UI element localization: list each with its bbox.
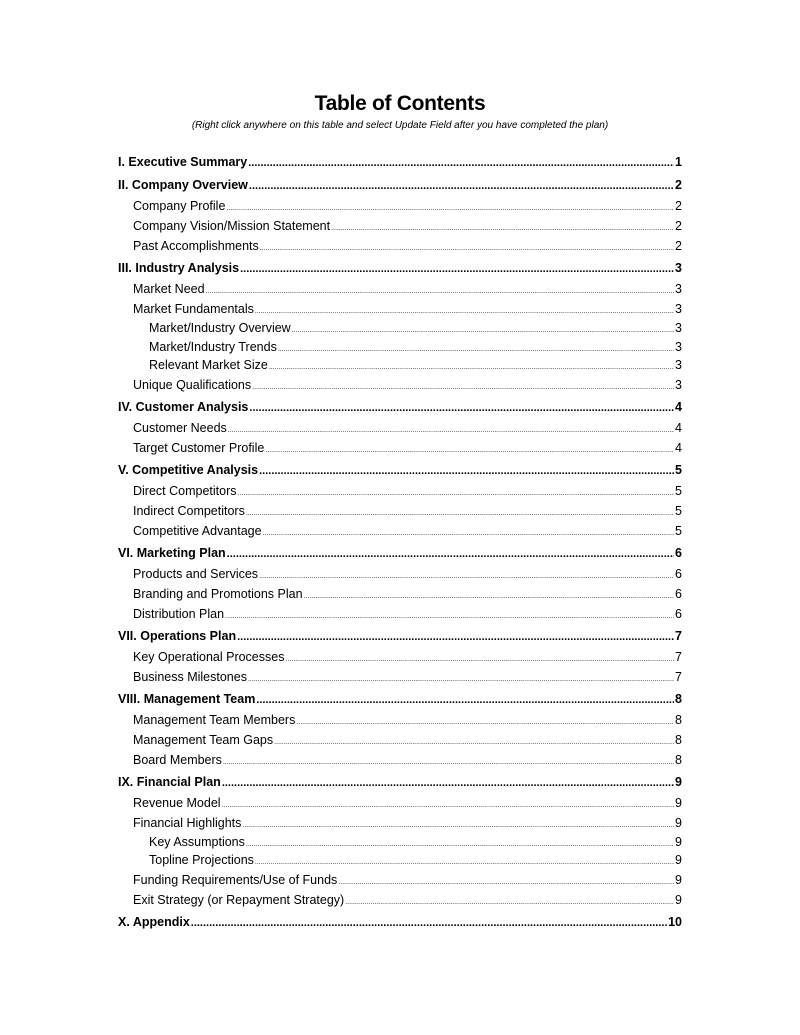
dot-leader [228, 421, 674, 441]
toc-page-number: 2 [675, 219, 682, 233]
toc-subsection-entry[interactable] [118, 851, 682, 870]
dot-leader [246, 504, 674, 524]
toc-subsection-entry[interactable] [118, 813, 682, 833]
toc-section-entry[interactable] [118, 175, 682, 196]
dot-leader [222, 796, 674, 816]
toc-subsection-entry[interactable] [118, 833, 682, 852]
toc-entry-label: Management Team Gaps [133, 732, 274, 747]
toc-entry-label: Indirect Competitors [133, 503, 245, 518]
toc-page-number: 6 [675, 606, 682, 621]
toc-section-entry[interactable] [118, 258, 682, 279]
toc-page-number: 2 [675, 199, 682, 213]
dot-leader [191, 913, 667, 934]
dot-leader [249, 398, 674, 419]
toc-entry-label: IV. Customer Analysis [118, 399, 249, 414]
toc-entry-label: Relevant Market Size [149, 358, 268, 372]
dot-leader [260, 239, 674, 259]
dot-leader [222, 773, 674, 794]
toc-entry-label: VII. Operations Plan [118, 628, 237, 643]
toc-entry-label: II. Company Overview [118, 178, 248, 192]
toc-page-number: 9 [675, 892, 682, 907]
toc-subsection-entry[interactable] [118, 418, 682, 438]
toc-entry-label: Management Team Members [133, 712, 296, 727]
toc-page-number: 9 [675, 872, 682, 887]
toc-entry-label: Distribution Plan [133, 606, 225, 621]
page-subtitle: (Right click anywhere on this table and select Update Field after you have completed the plan) [191, 120, 609, 131]
dot-leader [223, 753, 674, 773]
dot-leader [285, 650, 674, 670]
dot-leader [206, 282, 674, 302]
toc-entry-label: Competitive Advantage [133, 523, 262, 538]
toc-page-number: 1 [675, 155, 682, 169]
toc-subsection-entry[interactable] [118, 730, 682, 750]
toc-entry-label: Board Members [133, 752, 222, 767]
toc-page-number: 2 [675, 239, 682, 253]
toc-page-number: 7 [675, 628, 682, 643]
toc-entry-label: Customer Needs [133, 420, 227, 435]
toc-page-number: 8 [675, 732, 682, 747]
toc-section-entry[interactable] [118, 152, 682, 173]
toc-entry-label: Financial Highlights [133, 815, 242, 830]
toc-entry-label: Revenue Model [133, 795, 221, 810]
toc-entry-label: Key Operational Processes [133, 649, 285, 664]
toc-page-number: 3 [675, 261, 682, 275]
toc-subsection-entry[interactable] [118, 196, 682, 216]
toc-subsection-entry[interactable] [118, 750, 682, 770]
toc-page-number: 3 [675, 339, 682, 354]
toc-page-number: 5 [675, 483, 682, 498]
dot-leader [263, 524, 674, 544]
dot-leader [338, 873, 674, 893]
toc-page-number: 4 [675, 440, 682, 455]
toc-page-number: 9 [675, 774, 682, 789]
dot-leader [237, 627, 674, 648]
dot-leader [240, 259, 674, 280]
toc-page-number: 7 [675, 669, 682, 684]
toc-entry-label: I. Executive Summary [118, 155, 248, 169]
dot-leader [252, 378, 674, 398]
toc-page-number: 4 [675, 399, 682, 414]
toc-entry-label: Market/Industry Overview [149, 321, 291, 335]
toc-subsection-entry[interactable] [118, 236, 682, 256]
toc-subsection-entry[interactable] [118, 338, 682, 357]
dot-leader [269, 359, 674, 378]
dot-leader [259, 461, 674, 482]
toc-subsection-entry[interactable] [118, 710, 682, 730]
toc-subsection-entry[interactable] [118, 481, 682, 501]
toc-page-number: 8 [675, 752, 682, 767]
toc-entry-label: Unique Qualifications [133, 377, 252, 392]
dot-leader [345, 893, 674, 913]
toc-entry-label: Branding and Promotions Plan [133, 586, 303, 601]
toc-section-entry[interactable] [118, 397, 682, 418]
toc-page-number: 3 [675, 377, 682, 392]
dot-leader [259, 567, 674, 587]
toc-entry-label: Market Need [133, 282, 205, 296]
toc-page-number: 6 [675, 566, 682, 581]
dot-leader [274, 733, 674, 753]
toc-subsection-entry[interactable] [118, 299, 682, 319]
toc-subsection-entry[interactable] [118, 564, 682, 584]
toc-page-number: 7 [675, 649, 682, 664]
dot-leader [249, 176, 674, 197]
toc-entry-label: X. Appendix [118, 914, 190, 929]
dot-leader [292, 322, 674, 341]
toc-page-number: 10 [668, 914, 682, 929]
dot-leader [246, 836, 674, 855]
toc-entry-label: Market/Industry Trends [149, 339, 277, 354]
dot-leader [238, 484, 675, 504]
toc-subsection-entry[interactable] [118, 375, 682, 395]
toc-entry-label: Funding Requirements/Use of Funds [133, 872, 338, 887]
toc-entry-label: Past Accomplishments [133, 239, 259, 253]
dot-leader [304, 587, 674, 607]
toc-subsection-entry[interactable] [118, 438, 682, 458]
table-of-contents [118, 150, 682, 933]
toc-page-number: 9 [675, 834, 682, 849]
toc-subsection-entry[interactable] [118, 604, 682, 624]
toc-subsection-entry[interactable] [118, 667, 682, 687]
toc-page-number: 9 [675, 853, 682, 867]
toc-section-entry[interactable] [118, 543, 682, 564]
toc-page-number: 9 [675, 815, 682, 830]
toc-entry-label: Key Assumptions [149, 834, 245, 849]
dot-leader [278, 341, 674, 360]
toc-entry-label: Direct Competitors [133, 483, 237, 498]
toc-entry-label: III. Industry Analysis [118, 261, 240, 275]
toc-subsection-entry[interactable] [118, 870, 682, 890]
toc-page-number: 6 [675, 586, 682, 601]
toc-section-entry[interactable] [118, 460, 682, 481]
toc-section-entry[interactable] [118, 689, 682, 710]
toc-section-entry[interactable] [118, 772, 682, 793]
dot-leader [248, 153, 674, 174]
toc-section-entry[interactable] [118, 626, 682, 647]
toc-page-number: 2 [675, 178, 682, 192]
dot-leader [225, 607, 674, 627]
dot-leader [255, 302, 674, 322]
toc-entry-label: Market Fundamentals [133, 302, 254, 316]
toc-subsection-entry[interactable] [118, 279, 682, 299]
toc-subsection-entry[interactable] [118, 890, 682, 910]
toc-entry-label: Topline Projections [149, 853, 254, 867]
toc-page-number: 3 [675, 358, 682, 372]
toc-page-number: 3 [675, 282, 682, 296]
toc-entry-label: Business Milestones [133, 669, 247, 684]
toc-entry-label: IX. Financial Plan [118, 774, 221, 789]
toc-entry-label: VIII. Management Team [118, 691, 256, 706]
toc-subsection-entry[interactable] [118, 216, 682, 236]
toc-subsection-entry[interactable] [118, 647, 682, 667]
dot-leader [227, 544, 674, 565]
toc-subsection-entry[interactable] [118, 521, 682, 541]
toc-page-number: 8 [675, 712, 682, 727]
toc-page-number: 8 [675, 691, 682, 706]
toc-entry-label: VI. Marketing Plan [118, 545, 226, 560]
toc-page-number: 5 [675, 523, 682, 538]
toc-subsection-entry[interactable] [118, 793, 682, 813]
toc-entry-label: V. Competitive Analysis [118, 462, 259, 477]
toc-subsection-entry[interactable] [118, 584, 682, 604]
dot-leader [331, 219, 674, 239]
toc-subsection-entry[interactable] [118, 356, 682, 375]
dot-leader [265, 441, 674, 461]
toc-page-number: 5 [675, 462, 682, 477]
toc-entry-label: Exit Strategy (or Repayment Strategy) [133, 892, 345, 907]
dot-leader [248, 670, 674, 690]
toc-entry-label: Company Vision/Mission Statement [133, 219, 331, 233]
toc-subsection-entry[interactable] [118, 319, 682, 338]
toc-entry-label: Company Profile [133, 199, 226, 213]
toc-page-number: 6 [675, 545, 682, 560]
toc-entry-label: Target Customer Profile [133, 440, 265, 455]
toc-page-number: 3 [675, 321, 682, 335]
dot-leader [256, 690, 674, 711]
toc-page-number: 4 [675, 420, 682, 435]
toc-entry-label: Products and Services [133, 566, 259, 581]
toc-page-number: 9 [675, 795, 682, 810]
toc-page-number: 3 [675, 302, 682, 316]
toc-section-entry[interactable] [118, 912, 682, 933]
dot-leader [296, 713, 674, 733]
dot-leader [242, 816, 674, 836]
page-title: Table of Contents [314, 92, 486, 115]
toc-subsection-entry[interactable] [118, 501, 682, 521]
toc-page-number: 5 [675, 503, 682, 518]
